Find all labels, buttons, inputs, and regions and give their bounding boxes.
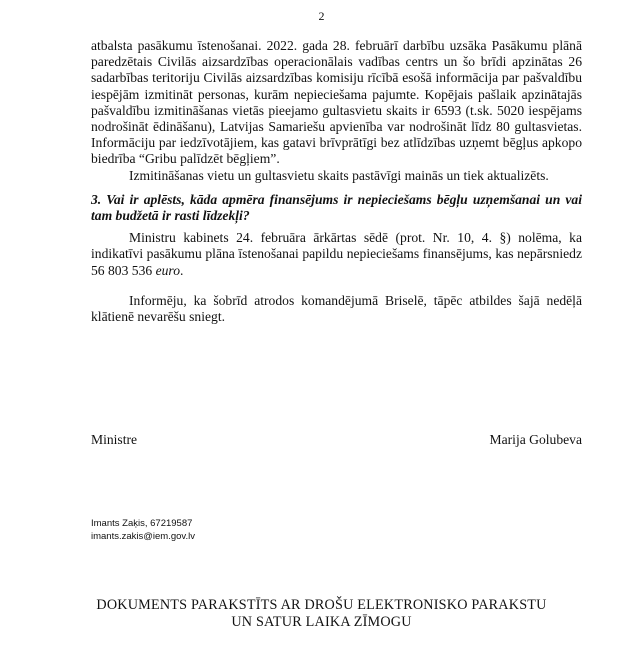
paragraph-shelter-info: atbalsta pasākumu īstenošanai. 2022. gada 28. februārī darbību uzsāka Pasākumu plānā paredzētais Civilās aizsardzības operacionālais vadības centrs un šo brīdi apzinātas 26 sadarbības teritoriju Civilās aizsardzības komisiju rīcībā esošā informācija par pašvaldību iespējām izmitināt personas, kurām nepieciešama pajumte. Kopējais pašlaik apzinātajās pašvaldību izmitināšanas vietās pieejamo gultasvietu skaits ir 6593 (t.sk. 5020 iespējams nodrošināt ēdināšanu), Latvijas Samariešu apvienība var nodrošināt līdz 80 gultasvietas. Informāciju par iedzīvotājiem, kas gatavi brīvprātīgi bez atlīdzības uzņemt bēgļus apkopo biedrība “Gribu palīdzēt bēgļiem”. [91, 38, 582, 167]
funding-end: . [180, 262, 184, 278]
question-heading: 3. Vai ir aplēsts, kāda apmēra finansējums ir nepieciešams bēgļu uzņemšanai un vai tam budžetā ir rasti līdzekļi? [91, 191, 582, 224]
signature-name: Marija Golubeva [489, 432, 582, 447]
e-signature-line-1: DOKUMENTS PARAKSTĪTS AR DROŠU ELEKTRONISKO PARAKSTU [96, 597, 547, 613]
contact-block [91, 518, 195, 543]
paragraph-updates: Izmitināšanas vietu un gultasvietu skaits pastāvīgi mainās un tiek aktualizēts. [129, 167, 549, 183]
e-signature-notice [0, 597, 643, 631]
funding-currency: euro [155, 262, 180, 278]
body-section-1 [91, 38, 582, 325]
contact-email: imants.zakis@iem.gov.lv [91, 530, 195, 542]
e-signature-line-2: UN SATUR LAIKA ZĪMOGU [231, 614, 412, 630]
signature-title: Ministre [91, 432, 138, 447]
funding-text: Ministru kabinets 24. februāra ārkārtas sēdē (prot. Nr. 10, 4. §) nolēma, ka indikatīvi pasākumu plāna īstenošanai papildu nepieciešams finansējums, kas nepārsniedz 56 803 536 [91, 230, 582, 278]
page-number: 2 [318, 9, 325, 23]
contact-name-phone: Imants Zaķis, 67219587 [91, 518, 193, 529]
paragraph-absence: Informēju, ka šobrīd atrodos komandējumā Briselē, tāpēc atbildes šajā nedēļā klātienē nevarēšu sniegt. [91, 292, 582, 325]
paragraph-funding [91, 230, 582, 279]
